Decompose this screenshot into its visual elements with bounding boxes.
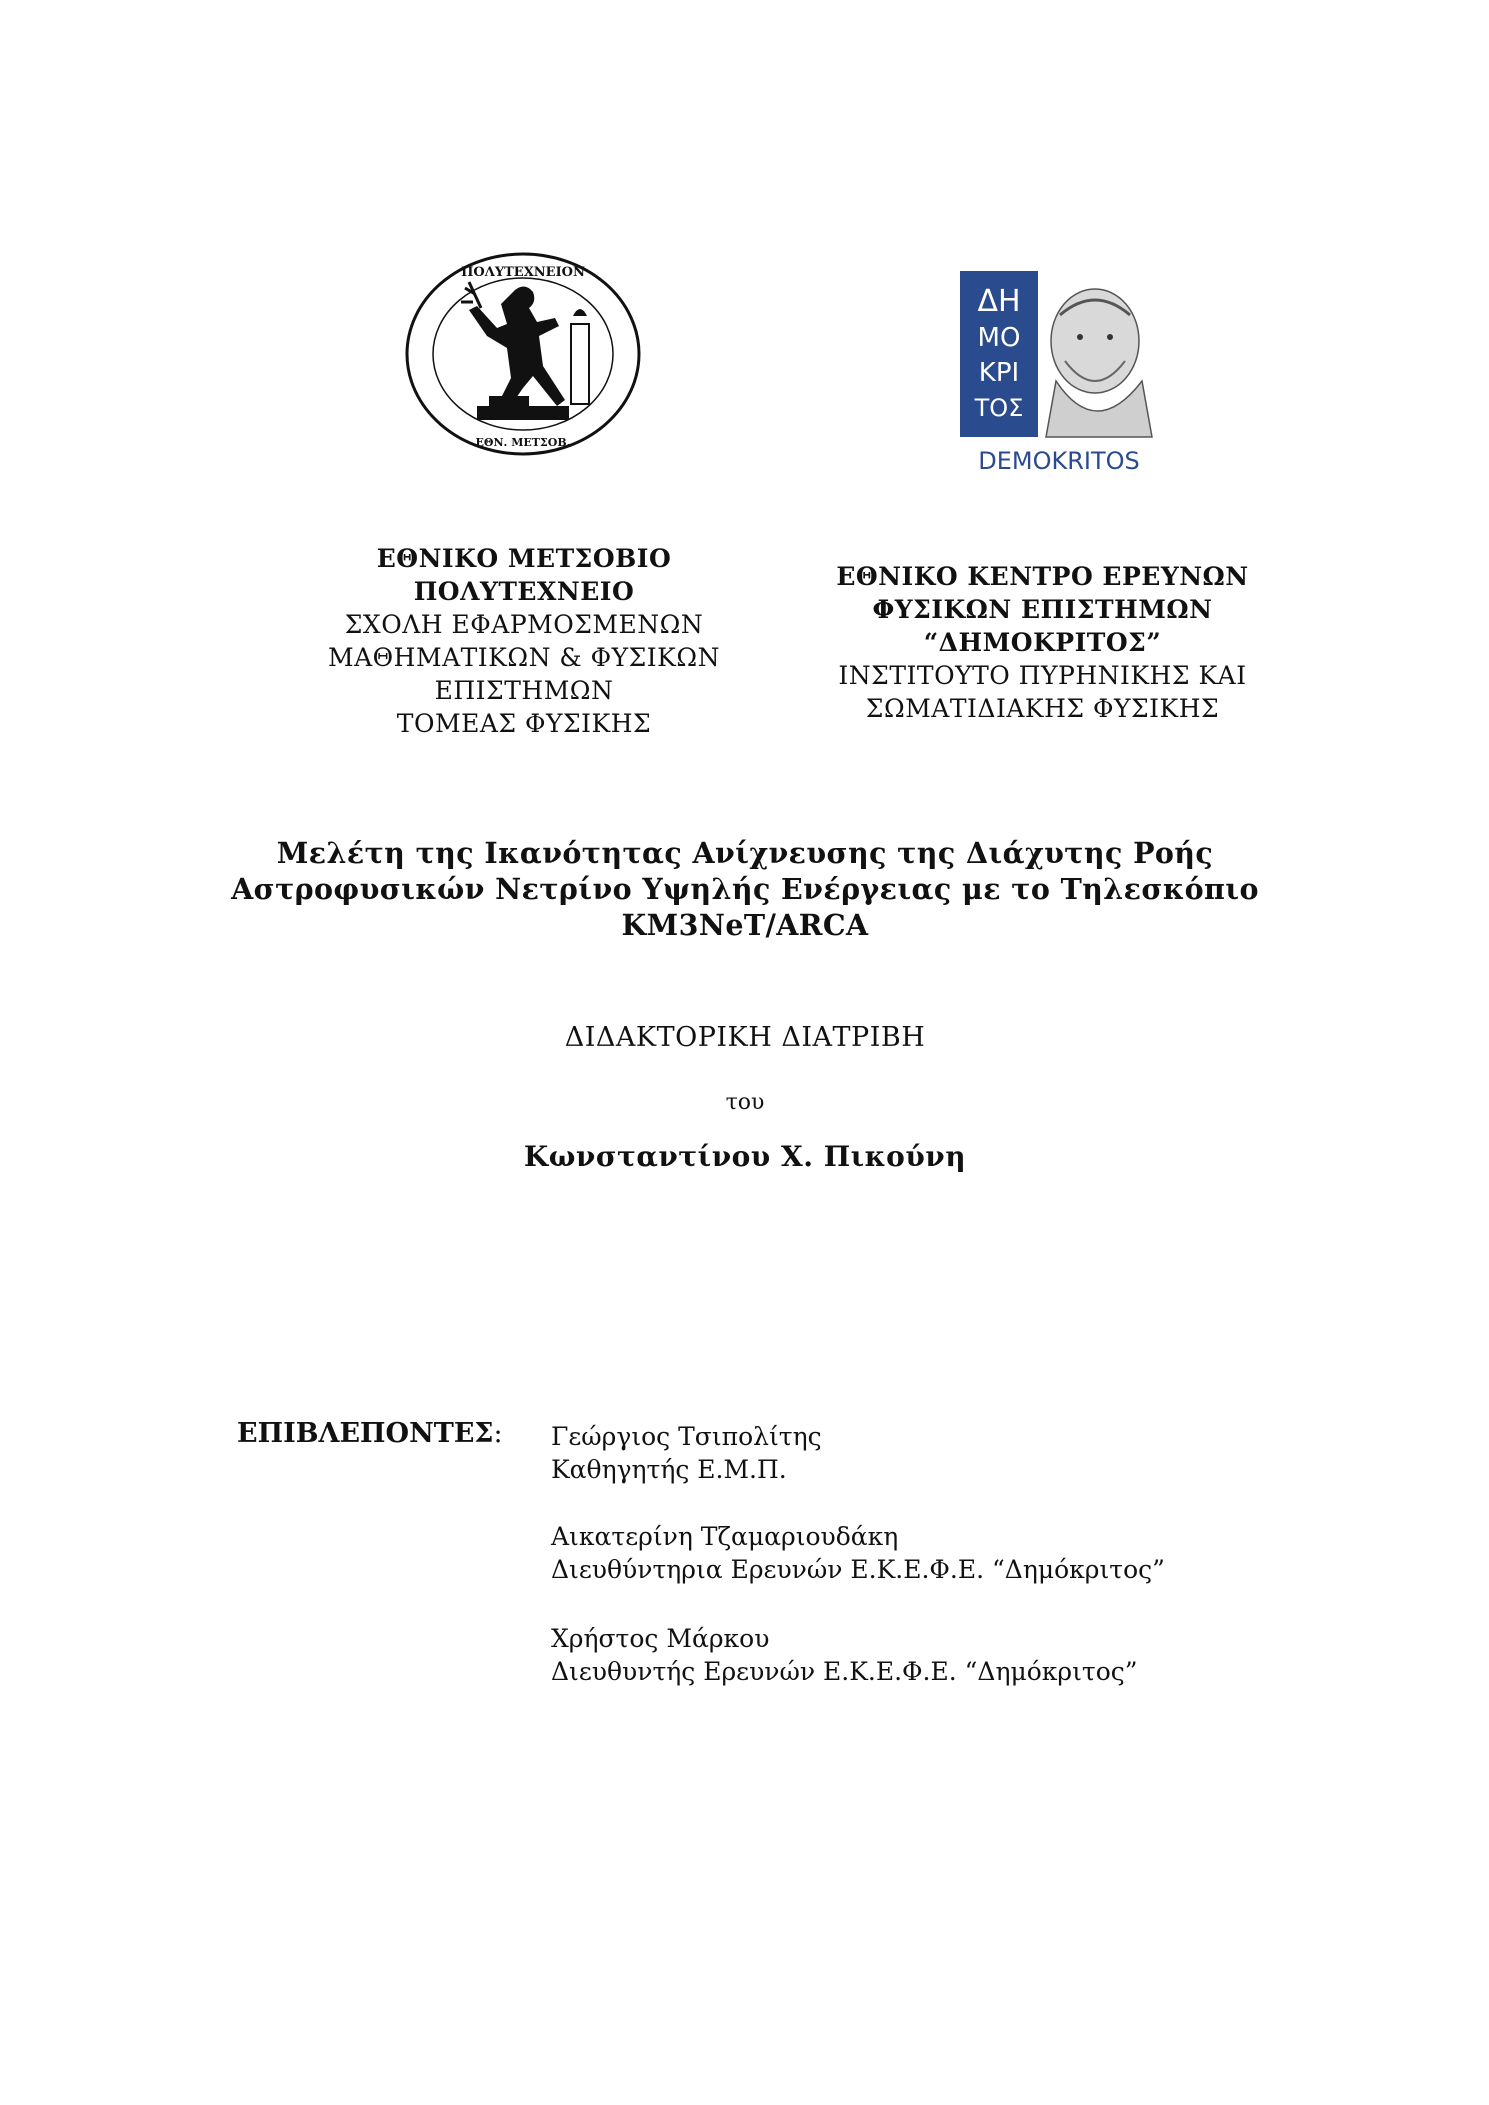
supervisor-2 [551,1520,1165,1586]
thesis-title-line3: KM3NeT/ARCA [621,908,869,942]
supervisor-1-role: Καθηγητής Ε.Μ.Π. [551,1455,787,1484]
svg-text:ΠΟΛΥΤΕΧΝΕΙΟΝ: ΠΟΛΥΤΕΧΝΕΙΟΝ [461,265,585,280]
supervisor-2-name: Αικατερίνη Τζαμαριουδάκη [551,1522,899,1551]
thesis-title [180,835,1310,943]
svg-text:ΤΟΣ: ΤΟΣ [974,394,1024,422]
supervisor-3 [551,1622,1138,1688]
supervisors-heading [237,1418,503,1449]
institution-right-line2: ΦΥΣΙΚΩΝ ΕΠΙΣΤΗΜΩΝ [872,595,1213,624]
thesis-title-line1: Μελέτη της Ικανότητας Ανίχνευσης της Διάχυτης Ροής [276,836,1214,870]
institution-right-line4: ΙΝΣΤΙΤΟΥΤΟ ΠΥΡΗΝΙΚΗΣ ΚΑΙ [838,661,1247,690]
author-name: Κωνσταντίνου Χ. Πικούνη [523,1140,967,1173]
institution-left-line5: ΕΠΙΣΤΗΜΩΝ [434,676,614,705]
svg-text:ΕΘΝ. ΜΕΤΣΟΒ.: ΕΘΝ. ΜΕΤΣΟΒ. [475,436,571,449]
supervisor-1 [551,1420,822,1486]
supervisor-2-role: Διευθύντηρια Ερευνών Ε.Κ.Ε.Φ.Ε. “Δημόκριτος” [551,1555,1165,1584]
institution-right-line1: ΕΘΝΙΚΟ ΚΕΝΤΡΟ ΕΡΕΥΝΩΝ [836,562,1249,591]
svg-text:ΔΗ: ΔΗ [977,284,1021,319]
institution-left-line2: ΠΟΛΥΤΕΧΝΕΙΟ [413,577,635,606]
ntua-seal-logo [403,250,643,458]
supervisors-label: ΕΠΙΒΛΕΠΟΝΤΕΣ [237,1418,494,1449]
thesis-title-line2: Αστροφυσικών Νετρίνο Υψηλής Ενέργειας με το Τηλεσκόπιο [231,872,1259,906]
institution-left-line3: ΣΧΟΛΗ ΕΦΑΡΜΟΣΜΕΝΩΝ [344,610,704,639]
institution-right-line5: ΣΩΜΑΤΙΔΙΑΚΗΣ ΦΥΣΙΚΗΣ [865,694,1220,723]
supervisor-3-role: Διευθυντής Ερευνών Ε.Κ.Ε.Φ.Ε. “Δημόκριτος” [551,1657,1138,1686]
of-label: του [725,1090,765,1115]
institution-left [300,542,748,740]
svg-text:DEMOKRITOS: DEMOKRITOS [978,447,1140,475]
thesis-type: ΔΙΔΑΚΤΟΡΙΚΗ ΔΙΑΤΡΙΒΗ [564,1022,926,1053]
supervisor-1-name: Γεώργιος Τσιπολίτης [551,1422,822,1451]
institution-left-line1: ΕΘΝΙΚΟ ΜΕΤΣΟΒΙΟ [376,544,672,573]
supervisor-3-name: Χρήστος Μάρκου [551,1624,770,1653]
supervisors-colon: : [493,1418,503,1449]
svg-text:ΜΟ: ΜΟ [977,323,1021,353]
svg-text:ΚΡΙ: ΚΡΙ [978,358,1020,388]
demokritos-logo [960,271,1158,477]
institution-left-line4: ΜΑΘΗΜΑΤΙΚΩΝ & ΦΥΣΙΚΩΝ [328,643,720,672]
institution-left-line6: ΤΟΜΕΑΣ ΦΥΣΙΚΗΣ [396,709,652,738]
institution-right-line3: “ΔΗΜΟΚΡΙΤΟΣ” [923,628,1162,657]
institution-right [780,560,1305,725]
